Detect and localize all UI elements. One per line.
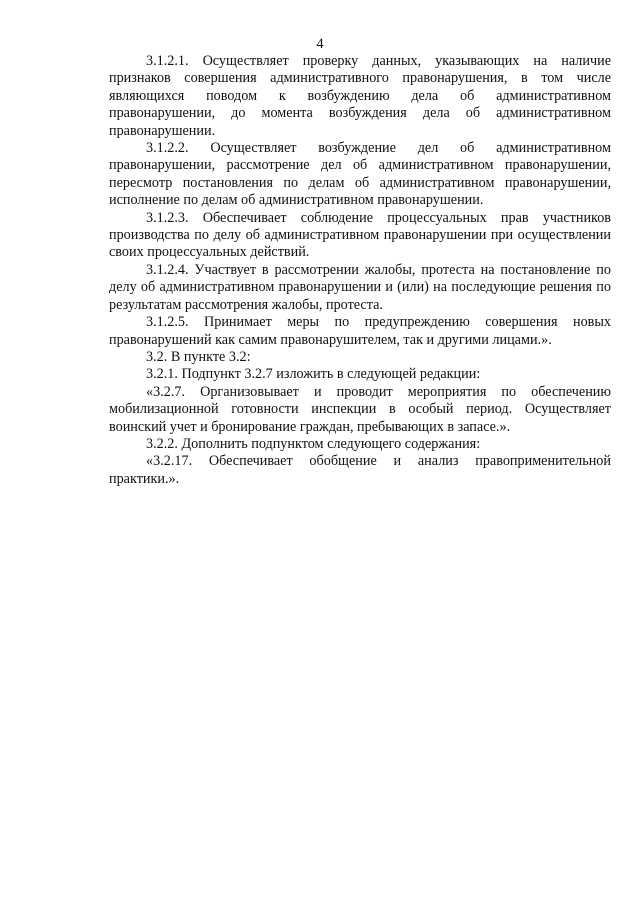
page-number: 4 (316, 36, 324, 52)
paragraph-3-1-2-5: 3.1.2.5. Принимает меры по предупреждению совершения новых правонарушений как самим правонарушителем, так и другими лицами.». (109, 314, 611, 348)
paragraph-3-2: 3.2. В пункте 3.2: (146, 348, 251, 365)
paragraph-3-1-2-2: 3.1.2.2. Осуществляет возбуждение дел об административном правонарушении, рассмотрение дел об административном правонарушении, пересмотр постановления по делам об административном правонарушении, исполнение по делам об административном правонарушении. (109, 140, 611, 209)
paragraph-3-1-2-3: 3.1.2.3. Обеспечивает соблюдение процессуальных прав участников производства по делу об административном правонарушении при осуществлении своих процессуальных действий. (109, 209, 611, 261)
paragraph-3-2-17: «3.2.17. Обеспечивает обобщение и анализ правоприменительной практики.». (109, 453, 611, 487)
paragraph-3-1-2-4: 3.1.2.4. Участвует в рассмотрении жалобы, протеста на постановление по делу об административном правонарушении и (или) на последующие решения по результатам рассмотрения жалобы, протеста. (109, 261, 611, 313)
paragraph-3-1-2-1: 3.1.2.1. Осуществляет проверку данных, указывающих на наличие признаков совершения административного правонарушения, в том числе являющихся поводом к возбуждению дела об административном правонарушении, до момента возбуждения дела об административном правонарушении. (109, 53, 611, 139)
paragraph-3-2-1: 3.2.1. Подпункт 3.2.7 изложить в следующей редакции: (146, 366, 481, 383)
paragraph-3-2-2: 3.2.2. Дополнить подпунктом следующего содержания: (146, 435, 481, 452)
document-body (109, 53, 611, 488)
paragraph-3-2-7: «3.2.7. Организовывает и проводит мероприятия по обеспечению мобилизационной готовности инспекции в особый период. Осуществляет воинский учет и бронирование граждан, пребывающих в запасе.». (109, 383, 611, 435)
